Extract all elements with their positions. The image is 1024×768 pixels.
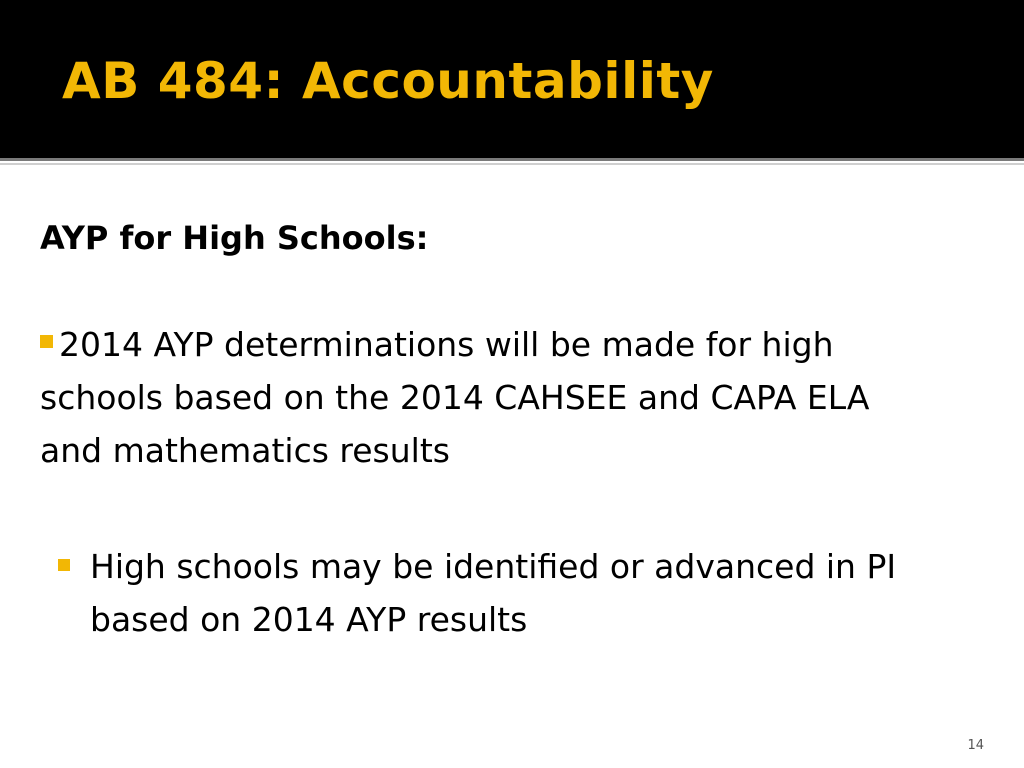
title-divider [0, 158, 1024, 161]
title-bar [0, 0, 1024, 158]
section-heading: AYP for High Schools: [40, 219, 429, 257]
slide-title: AB 484: Accountability [62, 52, 714, 110]
slide-number: 14 [967, 738, 984, 753]
square-bullet-icon [40, 335, 53, 348]
bullet-paragraph-text: 2014 AYP determinations will be made for high schools based on the 2014 CAHSEE and CAPA ELA and mathematics results [40, 325, 870, 470]
bullet-paragraph [40, 318, 940, 477]
sub-bullet-text: High schools may be identified or advanced in PI based on 2014 AYP results [90, 547, 897, 639]
title-divider-shadow [0, 163, 1024, 165]
slide-body [40, 212, 970, 477]
square-bullet-icon [58, 559, 70, 571]
